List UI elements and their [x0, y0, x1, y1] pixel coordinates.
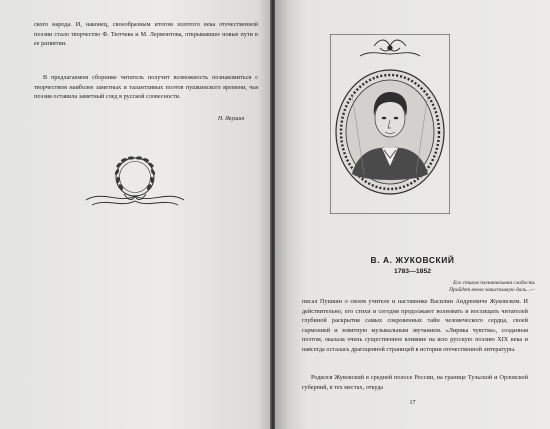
epigraph	[395, 280, 535, 294]
page-number: 17	[409, 400, 416, 406]
epigraph-line-1: Его стихов пленительная сладость	[453, 280, 535, 286]
show-through-text	[34, 120, 258, 410]
left-paragraph-2: В предлагаемом сборнике читатель получит возможность познакомиться с творчеством наиболее заметных и талантливых поэтов пушкинского времени, чья поэзия оставила заметный след в русской словесности.	[34, 74, 258, 101]
epigraph-line-2: Пройдет веков завистливую даль...—	[449, 287, 535, 293]
left-paragraph-1: ского народа. И, наконец, своеобразным итогом золотого века отечественной поэзии стало творчество Ф. Тютчева и М. Лермонтова, открывавшее новые пути в ее развитии.	[34, 21, 258, 48]
right-paragraph-1: писал Пушкин о своем учителе и наставнике Василии Андреевиче Жуковском. И действительно, его стихи и сегодня продолжают волновать и восхищать читателей глубиной раскрытия самых сокровенных тайн человеческого сердца, своей гармонией и зовитную музыкальным звучанием. «Лирика чувства», созданная поэтом, оказала очень существенное влияние на всю русскую поэзию XIX века и навсегда осталась драгоценной страницей в истории отечественной литературы.	[302, 298, 528, 353]
signature: Н. Якушин	[218, 116, 245, 122]
author-years: 1783—1852	[393, 268, 432, 275]
portrait-illustration	[330, 34, 450, 214]
left-page	[0, 0, 271, 429]
author-name: В. А. ЖУКОВСКИЙ	[370, 255, 455, 265]
right-paragraph-2: Родился Жуковский в средней полосе России, на границе Тульской и Орловской губерний, в тех местах, откуда	[302, 374, 528, 391]
